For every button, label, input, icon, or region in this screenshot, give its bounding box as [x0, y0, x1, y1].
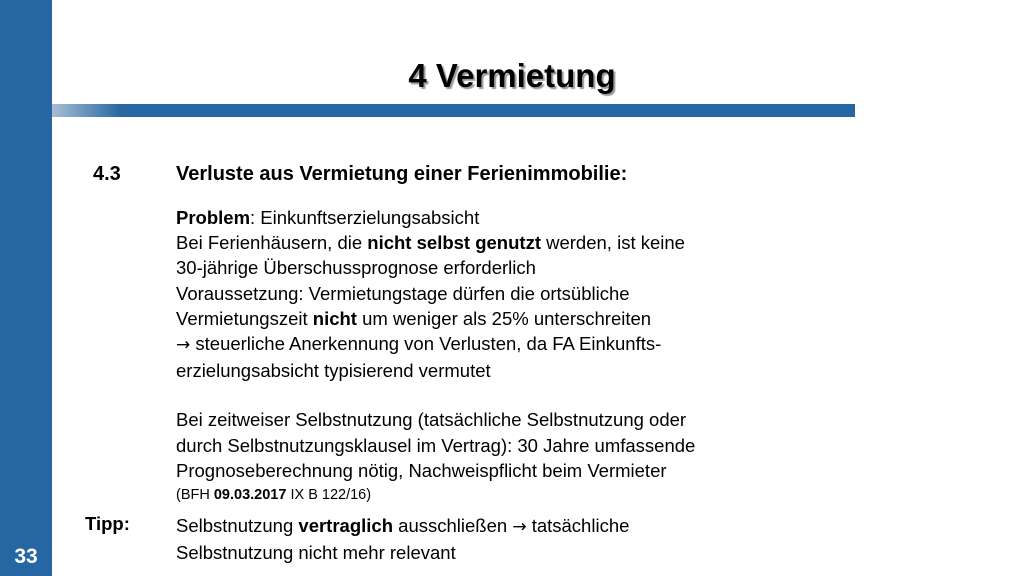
emphasis-text: nicht selbst genutzt	[367, 232, 541, 254]
text-segment: Bei Ferienhäusern, die	[176, 232, 368, 254]
text-segment: Vermietungszeit	[176, 307, 313, 329]
emphasis-text: vertraglich	[298, 515, 394, 536]
paragraph1-line1	[176, 230, 876, 255]
text-segment: steuerliche Anerkennung von Verlusten, da FA Einkunfts-	[190, 333, 662, 355]
arrow-right-icon: →	[176, 335, 191, 356]
section-heading: Verluste aus Vermietung einer Ferienimmobilie:	[176, 163, 628, 185]
court-reference	[176, 483, 876, 507]
tipp-text	[176, 513, 876, 565]
tipp-line1	[176, 513, 876, 540]
slide-title: 4 Vermietung	[408, 57, 616, 94]
text-segment: IX B 122/16)	[286, 487, 372, 504]
text-segment: tatsächliche	[526, 515, 630, 536]
reference-date: 09.03.2017	[213, 487, 287, 504]
paragraph2-line3: Prognoseberechnung nötig, Nachweispflicht beim Vermieter	[176, 459, 667, 481]
paragraph1-line4	[176, 306, 876, 331]
arrow-right-icon: →	[512, 517, 527, 537]
text-segment: ausschließen	[393, 515, 513, 536]
paragraph2-line1: Bei zeitweiser Selbstnutzung (tatsächliche Selbstnutzung oder	[176, 409, 687, 431]
tipp-line2: Selbstnutzung nicht mehr relevant	[176, 542, 456, 564]
paragraph1-line6: erzielungsabsicht typisierend vermutet	[176, 360, 491, 382]
paragraph1-line5	[176, 331, 876, 358]
emphasis-text: nicht	[312, 307, 357, 329]
text-segment: (BFH	[176, 487, 214, 504]
tipp-label: Tipp:	[85, 513, 130, 534]
page-number: 33	[14, 545, 38, 568]
problem-label: Problem	[176, 207, 251, 228]
paragraph-gap	[176, 383, 876, 407]
text-segment: um weniger als 25% unterschreiten	[356, 307, 652, 329]
slide-body	[176, 205, 876, 507]
paragraph1-line2: 30-jährige Überschussprognose erforderlich	[176, 257, 536, 279]
title-underline-bar	[52, 104, 855, 117]
paragraph1-line3: Voraussetzung: Vermietungstage dürfen die ortsübliche	[176, 282, 630, 304]
problem-line	[176, 205, 876, 230]
section-number: 4.3	[93, 163, 121, 185]
text-segment: Selbstnutzung	[176, 515, 299, 536]
problem-text: : Einkunftserzielungsabsicht	[250, 207, 480, 228]
paragraph2-line2: durch Selbstnutzungsklausel im Vertrag): 30 Jahre umfassende	[176, 434, 696, 456]
text-segment: werden, ist keine	[540, 232, 685, 254]
title-underline-gradient	[52, 104, 122, 117]
